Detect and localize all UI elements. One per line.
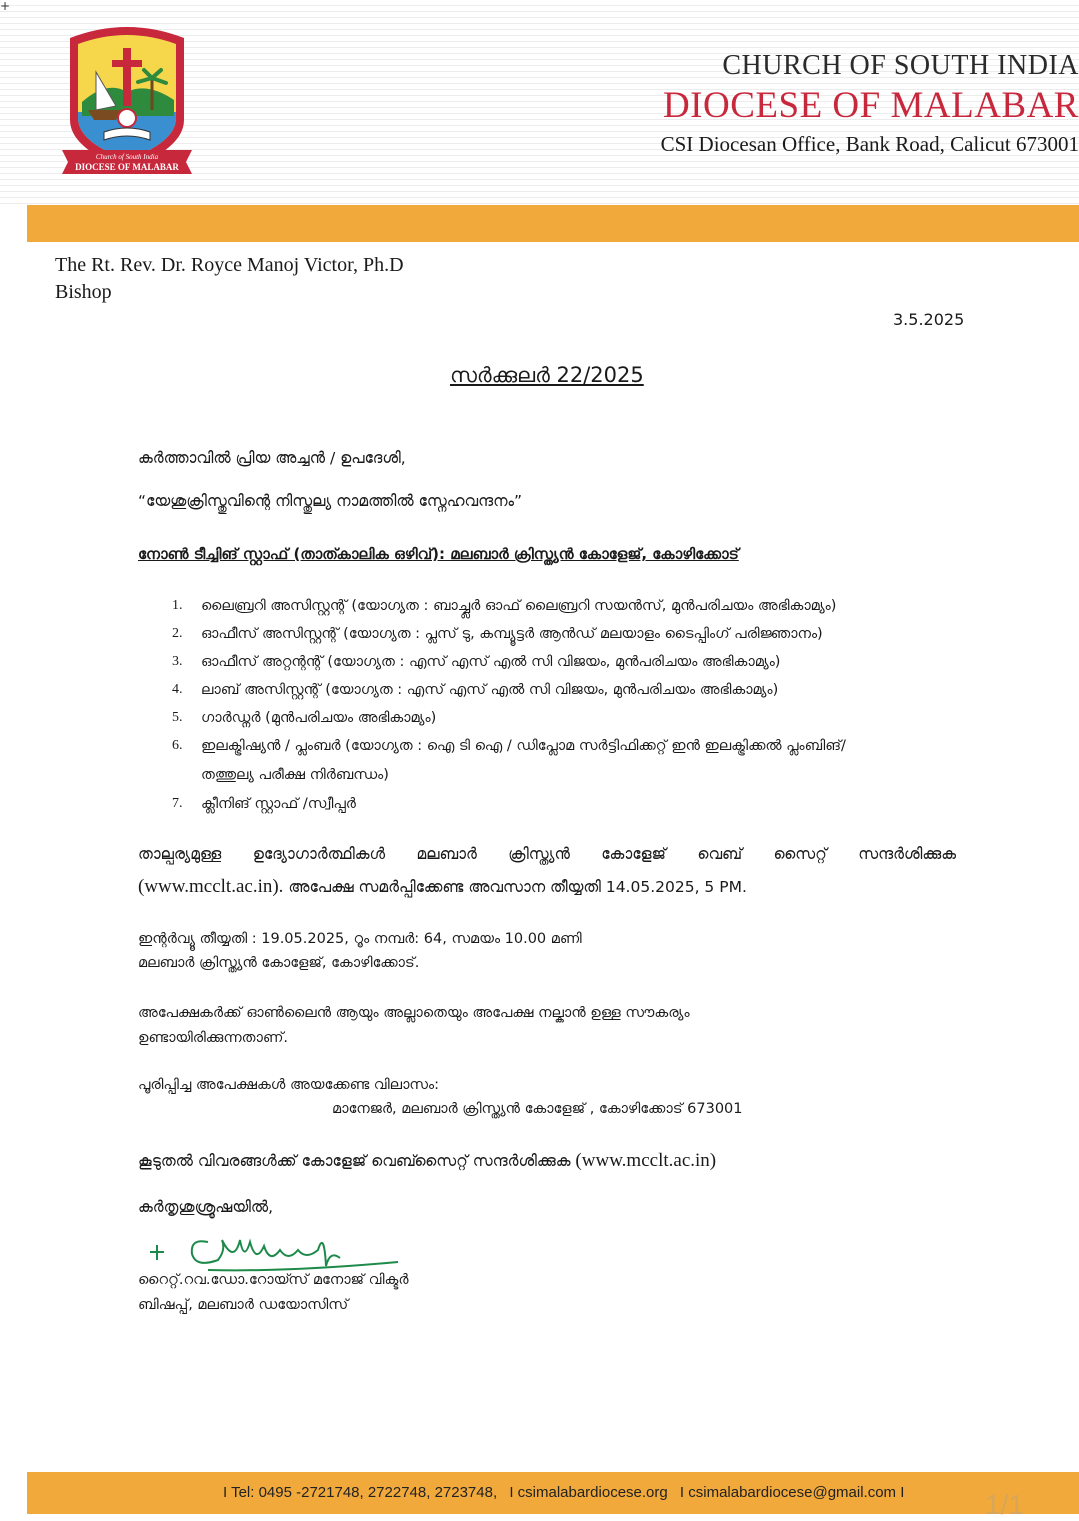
more-info — [138, 1150, 716, 1172]
position-number: 2. — [172, 626, 183, 641]
interview-details: ഇന്റർവ്യൂ തീയ്യതി : 19.05.2025, റൂം നമ്പർ: 64, സമയം 10.00 മണി — [138, 931, 582, 947]
author-name: The Rt. Rev. Dr. Royce Manoj Victor, Ph.D — [55, 254, 404, 276]
header-orange-band — [27, 205, 1079, 242]
position-item — [172, 592, 972, 620]
org-name-line2: DIOCESE OF MALABAR — [662, 85, 1079, 126]
position-item — [172, 676, 972, 704]
position-number: 3. — [172, 654, 183, 669]
org-address: CSI Diocesan Office, Bank Road, Calicut 673001 — [660, 132, 1079, 156]
position-item — [172, 704, 972, 732]
college-website-link[interactable]: (www.mcclt.ac.in). — [138, 876, 284, 897]
more-info-text: കൂടുതൽ വിവരങ്ങൾക്ക് കോളേജ് വെബ്സൈറ്റ് സന്ദർശിക്കുക — [138, 1152, 576, 1170]
position-number: 1. — [172, 598, 183, 613]
position-text: ഓഫീസ് അറ്റന്റന്റ് (യോഗ്യത : എസ് എസ് എൽ സി വിജയം, മുൻപരിചയം അഭികാമ്യം) — [201, 654, 781, 670]
position-text: ലൈബ്രറി അസിസ്റ്റന്റ് (യോഗ്യത : ബാച്ച്ലർ ഓഫ് ലൈബ്രറി സയൻസ്, മുൻപരിചയം അഭികാമ്യം) — [201, 598, 837, 614]
position-text: ഇലക്ട്രിഷ്യൻ / പ്ലംബർ (യോഗ്യത : ഐ ടി ഐ / ഡിപ്ലോമ സർട്ടിഫിക്കറ്റ് ഇൻ ഇലക്ട്രിക്കൽ പ്ലംബിങ്/ — [201, 738, 846, 754]
circular-title: സർക്കുലർ 22/2025 — [450, 363, 644, 387]
online-note-line1: അപേക്ഷകർക്ക് ഓൺലൈൻ ആയും അല്ലാതെയും അപേക്ഷ നല്കാൻ ഉള്ള സൗകര്യം — [138, 1005, 690, 1021]
salutation: കർത്താവിൽ പ്രിയ അച്ചൻ / ഉപദേശി, — [138, 449, 406, 467]
author-title: Bishop — [55, 281, 112, 303]
position-number: 5. — [172, 710, 183, 725]
college-website-link[interactable]: (www.mcclt.ac.in) — [575, 1150, 717, 1171]
positions-list — [172, 592, 972, 818]
greeting: “യേശുക്രിസ്തുവിന്റെ നിസ്തുല്യ നാമത്തിൽ സ്നേഹവന്ദനം” — [138, 492, 522, 510]
footer-website[interactable]: I csimalabardiocese.org — [509, 1484, 668, 1501]
position-item — [172, 648, 972, 676]
position-number: 7. — [172, 796, 183, 811]
position-item — [172, 790, 972, 818]
interview-venue: മലബാർ ക്രിസ്ത്യൻ കോളേജ്, കോഴിക്കോട്. — [138, 955, 420, 971]
letter-date: 3.5.2025 — [893, 310, 965, 329]
apply-paragraph — [138, 845, 956, 898]
footer-telephone: I Tel: 0495 -2721748, 2722748, 2723748, — [223, 1484, 498, 1501]
apply-deadline: അപേക്ഷ സമർപ്പിക്കേണ്ട അവസാന തീയ്യതി 14.05.2025, 5 PM. — [283, 878, 747, 896]
mailing-address: മാനേജർ, മലബാർ ക്രിസ്ത്യൻ കോളേജ് , കോഴിക്കോട് 673001 — [332, 1101, 743, 1117]
position-number: 6. — [172, 738, 183, 753]
footer-email[interactable]: I csimalabardiocese@gmail.com I — [679, 1484, 905, 1501]
signatory-title: ബിഷപ്പ്, മലബാർ ഡയോസിസ് — [138, 1297, 349, 1313]
address-label: പൂരിപ്പിച്ച അപേക്ഷകൾ അയക്കേണ്ട വിലാസം: — [138, 1077, 439, 1093]
footer-contact-band — [27, 1472, 1079, 1514]
signatory-name: റൈറ്റ്.റവ.ഡോ.റോയ്സ് മനോജ് വിക്ടർ — [138, 1272, 409, 1288]
corner-registration-mark: + — [0, 0, 11, 13]
org-name-line1: CHURCH OF SOUTH INDIA — [722, 50, 1079, 81]
position-text: ഗാർഡ്നർ (മുൻപരിചയം അഭികാമ്യം) — [201, 710, 437, 726]
handwritten-signature — [148, 1220, 408, 1280]
subject-line: നോൺ ടീച്ചിങ് സ്റ്റാഫ് (താത്കാലിക ഒഴിവ്): മലബാർ ക്രിസ്ത്യൻ കോളേജ്, കോഴിക്കോട് — [138, 545, 739, 563]
apply-line2 — [138, 876, 956, 898]
page-number-watermark: 1/1 — [985, 1489, 1024, 1520]
position-number: 4. — [172, 682, 183, 697]
diocese-logo — [52, 20, 202, 190]
position-text: ഓഫീസ് അസിസ്റ്റന്റ് (യോഗ്യത : പ്ലസ് ടു, കമ്പ്യൂട്ടർ ആൻഡ് മലയാളം ടൈപ്പിംഗ് പരിജ്ഞാനം) — [201, 626, 823, 642]
apply-line1: താല്പര്യമുള്ള ഉദ്യോഗാർത്ഥികൾ മലബാർ ക്രിസ്ത്യൻ കോളേജ് വെബ് സൈറ്റ് സന്ദർശിക്കുക — [138, 845, 956, 863]
logo-ribbon-line2: DIOCESE OF MALABAR — [75, 162, 179, 172]
position-item — [172, 620, 972, 648]
position-text-continued: തത്തുല്യ പരീക്ഷ നിർബന്ധം) — [201, 767, 389, 783]
position-item — [172, 732, 972, 790]
online-note-line2: ഉണ്ടായിരിക്കുന്നതാണ്. — [138, 1030, 288, 1046]
closing: കർതൃശുശ്രൂഷയിൽ, — [138, 1198, 274, 1216]
position-text: ലാബ് അസിസ്റ്റന്റ് (യോഗ്യത : എസ് എസ് എൽ സി വിജയം, മുൻപരിചയം അഭികാമ്യം) — [201, 682, 779, 698]
logo-ribbon-line1: Church of South India — [95, 153, 159, 161]
position-text: ക്ലീനിങ് സ്റ്റാഫ് /സ്വീപ്പർ — [201, 796, 356, 812]
